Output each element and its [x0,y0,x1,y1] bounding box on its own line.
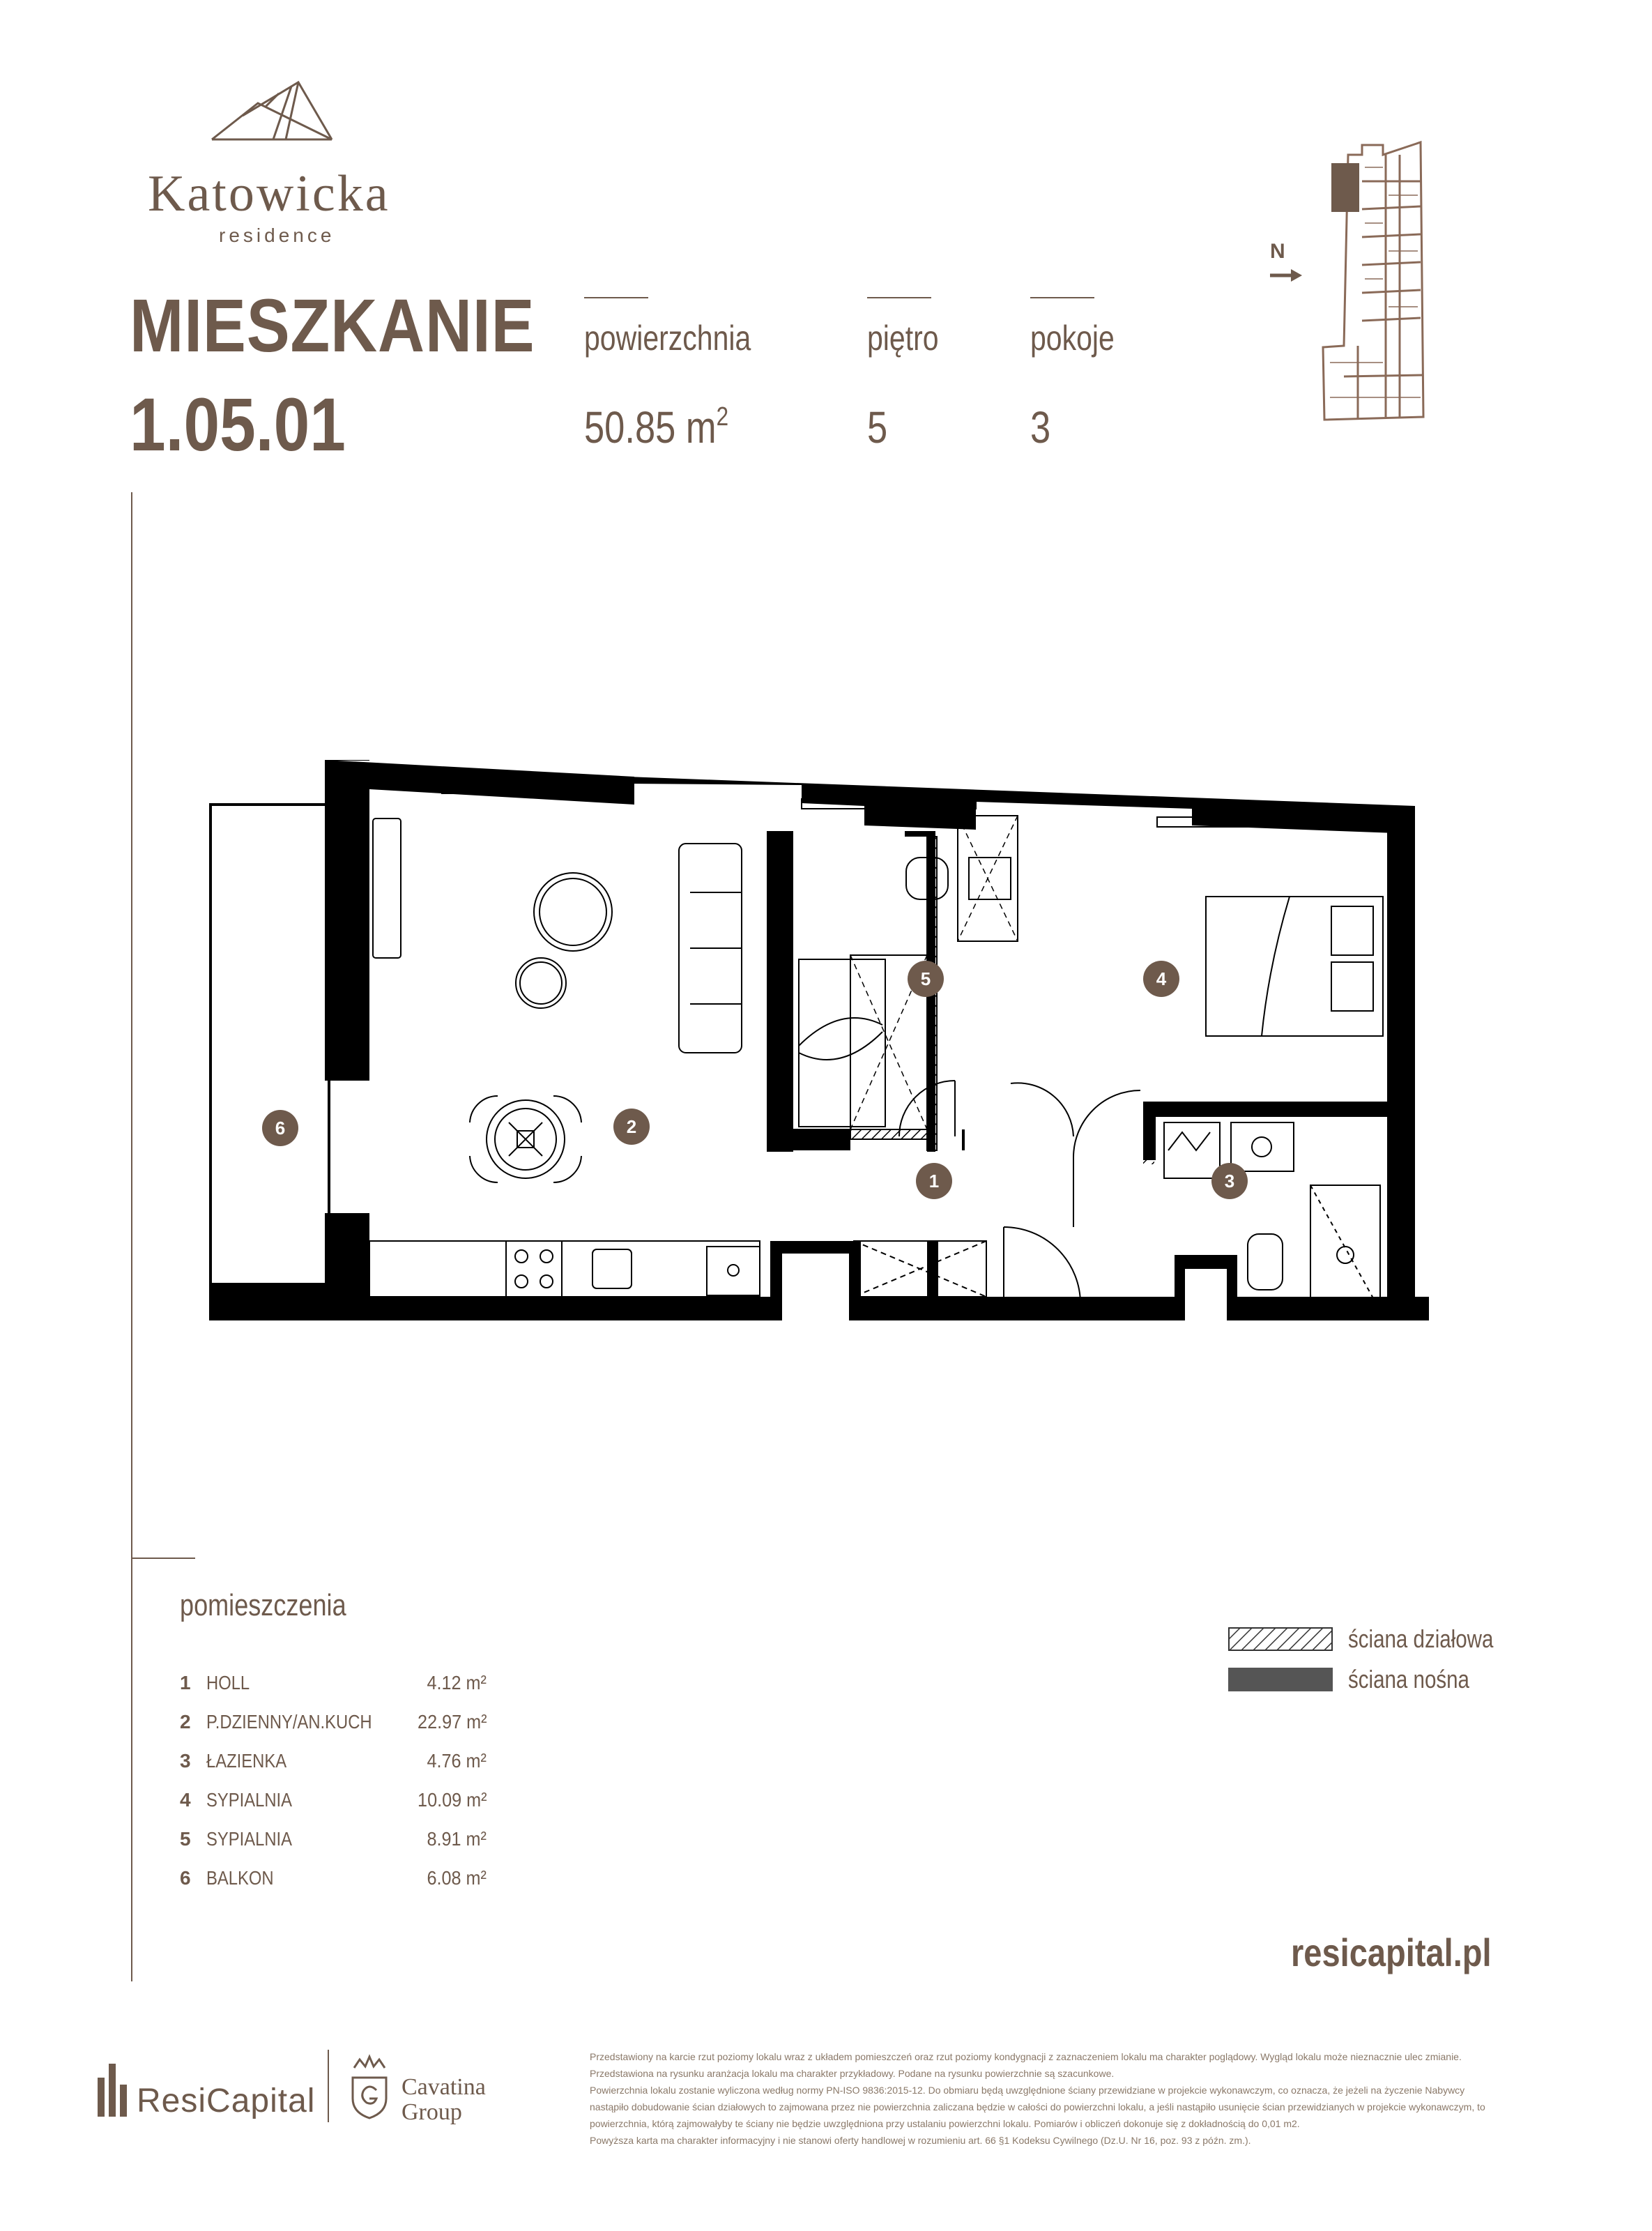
resicapital-logo: ResiCapital [137,2082,316,2119]
cavatina-crest-icon [349,2054,390,2121]
floor-label: piętro [867,319,939,358]
area-label: powierzchnia [584,319,751,358]
list-item: 5 SYPIALNIA 8.91 m² [180,1828,487,1850]
arrow-right-icon [1270,268,1302,283]
list-item: 3 ŁAZIENKA 4.76 m² [180,1750,487,1772]
room-marker-4: 4 [1143,961,1179,997]
stat-divider [867,297,931,298]
apartment-title: MIESZKANIE [130,283,535,367]
list-item: 1 HOLL 4.12 m² [180,1672,487,1693]
partition-wall-swatch [1228,1627,1333,1651]
building-key-plan [1316,139,1428,425]
area-value: 50.85 $m^2$ [584,402,729,452]
apartment-number: 1.05.01 [130,382,346,466]
floor-value: 5 [867,402,888,452]
rooms-value: 3 [1030,402,1051,452]
room-marker-1: 1 [916,1163,952,1199]
rooms-label: pokoje [1030,319,1115,358]
section-rule [131,1558,195,1559]
disclaimer: Przedstawiony na karcie rzut poziomy lokalu wraz z układem pomieszczeń oraz rzut poziomy kondygnacji z zaznaczeniem lokalu ma charakter poglądowy. Wygląd lokalu może nieznacznie ulec zmianie. Przedstawiona na rysunku aranżacja lokalu ma charakter przykładowy. Podane na rysunku powierzchnie są szacunkowe. Powierzchnia lokalu zostanie wyliczona według normy PN-ISO 9836:2015-12. Do obmiaru będą uwzględnione ściany przewidziane w projekcie wykonawczym, co oznacza, że jeżeli na życzenie Nabywcy nastąpiło dobudowanie ścian działowych to zajmowana przez nie powierzchnia zaliczana będzie w całości do powierzchni lokalu, a jeśli nastąpiło usunięcie ścian przewidzianych w projekcie wykonawczym, to powierzchnia, którą zajmowałyby te ściany nie będzie uwzględniona przy ustalaniu powierzchni lokalu. Pomiarów i obliczeń dokonuje się z dokładnością do 0,01 m2. Powyższa karta ma charakter informacyjny i nie stanowi oferty handlowej w rozumieniu art. 66 §1 Kodeksu Cywilnego (Dz.U. Nr 16, poz. 93 z późn. zm.). [590,2051,1485,2146]
logo-divider [328,2050,329,2122]
balcony-outline [211,805,329,1319]
resicapital-logo-icon [98,2057,130,2119]
logo-wordmark: Katowicka [148,165,390,222]
legend-load-bearing-label: ściana nośna [1348,1665,1469,1693]
logo-subtitle: residence [219,224,335,246]
room-marker-6: 6 [262,1110,298,1146]
stat-divider [1030,297,1094,298]
mountain-logo-icon [209,79,335,142]
cavatina-logo: Cavatina Group [401,2074,486,2125]
list-item: 6 BALKON 6.08 m² [180,1867,487,1889]
room-marker-5: 5 [908,961,944,997]
floor-plan [202,753,1429,1339]
list-item: 2 P.DZIENNY/AN.KUCH 22.97 m² [180,1711,487,1733]
stat-divider [584,297,648,298]
room-marker-3: 3 [1211,1163,1248,1199]
left-rule [131,492,132,1981]
load-bearing-wall-swatch [1228,1668,1333,1691]
rooms-title: pomieszczenia [180,1588,346,1622]
list-item: 4 SYPIALNIA 10.09 m² [180,1789,487,1811]
legend-partition-label: ściana działowa [1348,1624,1494,1653]
apartment-highlight [1331,163,1359,212]
compass-north-label: N [1270,240,1285,263]
compass [1267,240,1316,289]
room-marker-2: 2 [613,1109,650,1145]
website-link[interactable]: resicapital.pl [1291,1931,1492,1974]
